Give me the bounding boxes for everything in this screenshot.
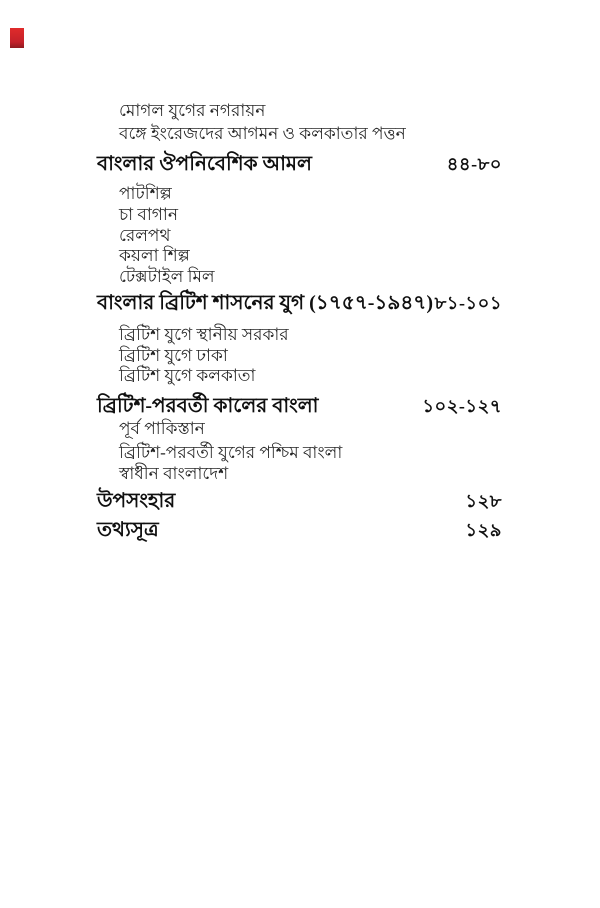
toc-entry-label: ব্রিটিশ যুগে ঢাকা (119, 346, 228, 365)
toc-entry-label: মোগল যুগের নগরায়ন (119, 101, 266, 120)
toc-entry-label: ব্রিটিশ-পরবর্তী যুগের পশ্চিম বাংলা (119, 443, 343, 462)
toc-section-row (97, 489, 502, 514)
toc-item-row (119, 324, 502, 346)
toc-entry-label: বঙ্গে ইংরেজদের আগমন ও কলকাতার পত্তন (119, 124, 406, 143)
toc-entry-label: বাংলার ব্রিটিশ শাসনের যুগ (১৭৫৭-১৯৪৭) (97, 292, 433, 314)
toc-page-range: ১২৮ (465, 491, 502, 511)
toc-page-range: ১২৯ (465, 520, 502, 540)
toc-item-row (119, 463, 502, 485)
toc-entry-label: স্বাধীন বাংলাদেশ (119, 464, 229, 483)
toc-item-row (119, 225, 502, 247)
toc-section-row (97, 394, 502, 419)
toc-entry-label: তথ্যসূত্র (97, 519, 159, 541)
toc-entry-label: উপসংহার (97, 490, 176, 512)
toc-entry-label: ব্রিটিশ-পরবর্তী কালের বাংলা (97, 395, 319, 417)
toc-item-row (119, 418, 502, 440)
toc-entry-label: টেক্সটাইল মিল (119, 267, 215, 286)
toc-entry-label: ব্রিটিশ যুগে স্থানীয় সরকার (119, 325, 289, 344)
toc-section-row (97, 518, 502, 543)
toc-entry-label: পূর্ব পাকিস্তান (119, 419, 205, 438)
toc-item-row (119, 204, 502, 226)
toc-section-row (97, 291, 502, 316)
toc-item-row (119, 442, 502, 464)
toc-page-range: ৪৪-৮০ (446, 154, 502, 174)
toc-item-row (119, 266, 502, 288)
toc-item-row (119, 345, 502, 367)
toc-entry-label: বাংলার ঔপনিবেশিক আমল (97, 153, 312, 175)
toc-entry-label: চা বাগান (119, 205, 178, 224)
toc-item-row (119, 100, 502, 122)
toc-entry-label: কয়লা শিল্প (119, 246, 190, 265)
red-corner-mark (10, 28, 24, 48)
toc-item-row (119, 365, 502, 387)
toc-entry-label: পাটশিল্প (119, 184, 172, 203)
toc-section-row (97, 152, 502, 177)
toc-item-row (119, 245, 502, 267)
toc-item-row (119, 123, 502, 145)
toc-item-row (119, 183, 502, 205)
toc-page-range: ১০২-১২৭ (422, 396, 502, 416)
toc-entry-label: রেলপথ (119, 226, 171, 245)
toc-page-range: ৮১-১০১ (434, 293, 502, 313)
toc-entry-label: ব্রিটিশ যুগে কলকাতা (119, 366, 256, 385)
